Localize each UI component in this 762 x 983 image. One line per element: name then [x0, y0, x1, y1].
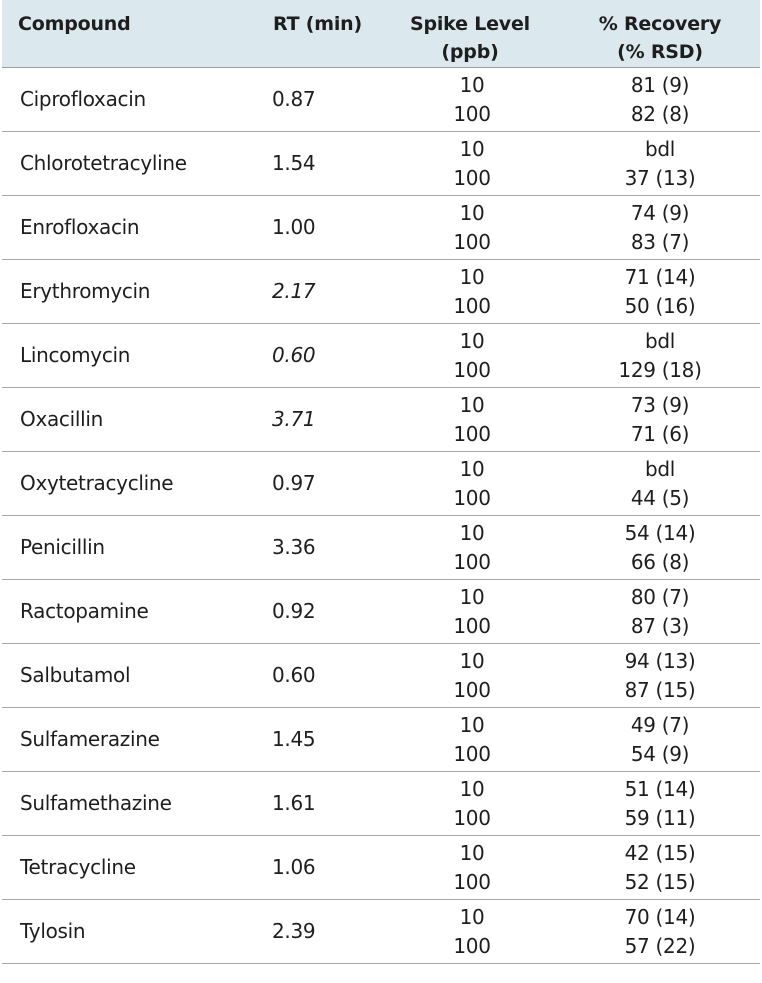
recovery-rsd: [578, 263, 742, 321]
retention-time: 2.39: [272, 919, 316, 943]
spike-value: 10: [459, 329, 485, 353]
spike-level: [390, 71, 554, 129]
header-compound: Compound: [18, 13, 131, 35]
recovery-rsd: [578, 71, 742, 129]
spike-value: 100: [453, 230, 491, 254]
spike-level: [390, 327, 554, 385]
retention-time: 0.60: [272, 663, 316, 687]
header-spike-level: [390, 10, 550, 66]
recovery-value: 81 (9): [630, 73, 690, 97]
recovery-value: 52 (15): [624, 870, 696, 894]
compound-name: Oxacillin: [20, 407, 104, 431]
compound-name: Salbutamol: [20, 663, 131, 687]
retention-time: 1.54: [272, 151, 316, 175]
spike-value: 100: [453, 614, 491, 638]
recovery-rsd: [578, 327, 742, 385]
spike-value: 10: [459, 393, 485, 417]
recovery-rsd: [578, 839, 742, 897]
spike-value: 10: [459, 841, 485, 865]
recovery-value: 80 (7): [630, 585, 690, 609]
recovery-value: 129 (18): [618, 358, 702, 382]
compound-name: Tylosin: [20, 919, 86, 943]
recovery-value: 70 (14): [624, 905, 696, 929]
retention-time: 1.06: [272, 855, 316, 879]
spike-value: 100: [453, 422, 491, 446]
recovery-value: bdl: [644, 329, 676, 353]
compound-name: Tetracycline: [20, 855, 136, 879]
spike-value: 100: [453, 678, 491, 702]
table-row: [2, 836, 760, 900]
spike-value: 100: [453, 102, 491, 126]
spike-level: [390, 647, 554, 705]
recovery-value: 37 (13): [624, 166, 696, 190]
recovery-value: 66 (8): [630, 550, 690, 574]
recovery-value: 83 (7): [630, 230, 690, 254]
recovery-rsd: [578, 519, 742, 577]
spike-value: 10: [459, 713, 485, 737]
compound-name: Ciprofloxacin: [20, 87, 146, 111]
spike-value: 100: [453, 486, 491, 510]
recovery-value: 82 (8): [630, 102, 690, 126]
header-rt: RT (min): [273, 13, 362, 35]
retention-time: 1.45: [272, 727, 316, 751]
recovery-table: [2, 0, 760, 964]
spike-level: [390, 391, 554, 449]
table-row: [2, 644, 760, 708]
recovery-value: 74 (9): [630, 201, 690, 225]
retention-time: 2.17: [272, 279, 316, 303]
header-spike-line1: Spike Level: [409, 13, 530, 35]
recovery-value: 49 (7): [630, 713, 690, 737]
recovery-rsd: [578, 647, 742, 705]
spike-value: 10: [459, 457, 485, 481]
spike-level: [390, 711, 554, 769]
table-row: [2, 324, 760, 388]
recovery-rsd: [578, 455, 742, 513]
table-row: [2, 260, 760, 324]
table-row: [2, 772, 760, 836]
spike-value: 100: [453, 358, 491, 382]
recovery-value: 51 (14): [624, 777, 696, 801]
retention-time: 0.87: [272, 87, 316, 111]
spike-value: 10: [459, 265, 485, 289]
table-row: [2, 708, 760, 772]
recovery-value: bdl: [644, 457, 676, 481]
compound-name: Sulfamerazine: [20, 727, 160, 751]
recovery-rsd: [578, 775, 742, 833]
table-row: [2, 68, 760, 132]
compound-name: Sulfamethazine: [20, 791, 172, 815]
recovery-value: 87 (3): [630, 614, 690, 638]
spike-level: [390, 263, 554, 321]
recovery-rsd: [578, 199, 742, 257]
spike-value: 10: [459, 649, 485, 673]
recovery-value: 50 (16): [624, 294, 696, 318]
spike-level: [390, 583, 554, 641]
spike-level: [390, 839, 554, 897]
recovery-value: 94 (13): [624, 649, 696, 673]
table-row: [2, 452, 760, 516]
spike-level: [390, 775, 554, 833]
table-row: [2, 900, 760, 964]
spike-level: [390, 455, 554, 513]
table-body: [2, 68, 760, 964]
recovery-rsd: [578, 135, 742, 193]
retention-time: 0.97: [272, 471, 316, 495]
table-row: [2, 580, 760, 644]
spike-value: 100: [453, 166, 491, 190]
header-recovery-line2: (% RSD): [617, 41, 703, 63]
compound-name: Oxytetracycline: [20, 471, 174, 495]
compound-name: Enrofloxacin: [20, 215, 140, 239]
spike-level: [390, 199, 554, 257]
spike-level: [390, 135, 554, 193]
spike-value: 10: [459, 777, 485, 801]
spike-value: 10: [459, 585, 485, 609]
recovery-value: 71 (6): [630, 422, 690, 446]
recovery-value: 54 (14): [624, 521, 696, 545]
recovery-rsd: [578, 583, 742, 641]
recovery-rsd: [578, 903, 742, 961]
spike-value: 10: [459, 201, 485, 225]
spike-value: 100: [453, 806, 491, 830]
compound-name: Penicillin: [20, 535, 105, 559]
retention-time: 1.00: [272, 215, 316, 239]
compound-name: Lincomycin: [20, 343, 131, 367]
spike-level: [390, 519, 554, 577]
spike-value: 100: [453, 870, 491, 894]
recovery-value: 59 (11): [624, 806, 696, 830]
header-spike-line2: (ppb): [441, 41, 499, 63]
retention-time: 0.60: [272, 343, 316, 367]
table-row: [2, 516, 760, 580]
spike-value: 100: [453, 934, 491, 958]
retention-time: 3.36: [272, 535, 316, 559]
table-row: [2, 196, 760, 260]
spike-value: 100: [453, 294, 491, 318]
retention-time: 3.71: [272, 407, 316, 431]
recovery-value: 71 (14): [624, 265, 696, 289]
spike-value: 10: [459, 73, 485, 97]
recovery-value: 54 (9): [630, 742, 690, 766]
recovery-value: 73 (9): [630, 393, 690, 417]
compound-name: Ractopamine: [20, 599, 149, 623]
header-recovery: [580, 10, 740, 66]
spike-level: [390, 903, 554, 961]
compound-name: Chlorotetracyline: [20, 151, 187, 175]
header-recovery-line1: % Recovery: [598, 13, 722, 35]
spike-value: 10: [459, 137, 485, 161]
recovery-value: 42 (15): [624, 841, 696, 865]
spike-value: 10: [459, 521, 485, 545]
recovery-rsd: [578, 391, 742, 449]
spike-value: 100: [453, 742, 491, 766]
recovery-value: 44 (5): [630, 486, 690, 510]
spike-value: 100: [453, 550, 491, 574]
recovery-value: 87 (15): [624, 678, 696, 702]
table-row: [2, 132, 760, 196]
recovery-value: bdl: [644, 137, 676, 161]
recovery-rsd: [578, 711, 742, 769]
retention-time: 0.92: [272, 599, 316, 623]
retention-time: 1.61: [272, 791, 316, 815]
compound-name: Erythromycin: [20, 279, 151, 303]
recovery-value: 57 (22): [624, 934, 696, 958]
spike-value: 10: [459, 905, 485, 929]
table-header: [2, 0, 760, 68]
table-row: [2, 388, 760, 452]
